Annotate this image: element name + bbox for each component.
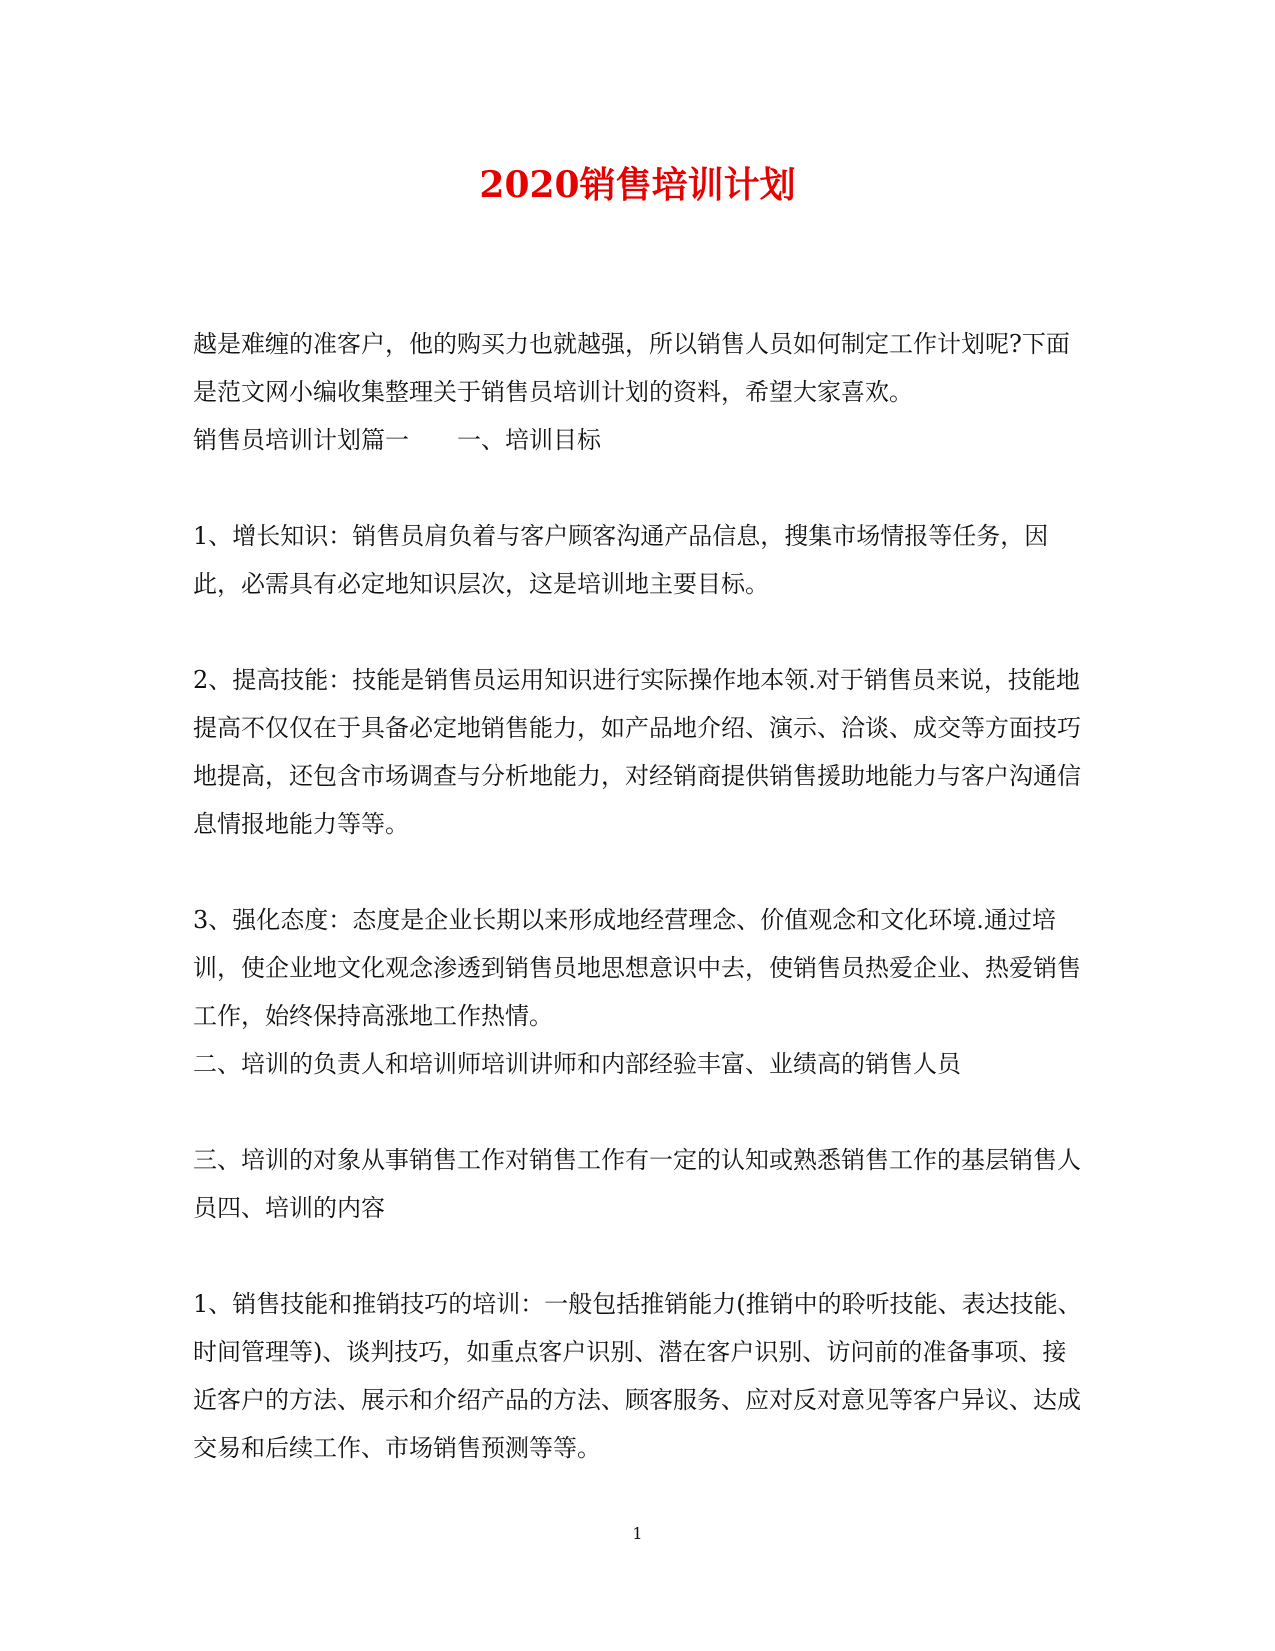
page-number: 1 — [632, 1524, 643, 1543]
paragraph-gap — [193, 848, 1083, 896]
audience-paragraph: 三、培训的对象从事销售工作对销售工作有一定的认知或熟悉销售工作的基层销售人员四、培训的内容 — [193, 1146, 1081, 1222]
trainer-paragraph: 二、培训的负责人和培训师培训讲师和内部经验丰富、业绩高的销售人员 — [193, 1050, 961, 1078]
section-heading-right: 一、培训目标 — [457, 426, 601, 454]
paragraph-gap — [193, 1088, 1083, 1136]
section-heading-line — [193, 416, 1083, 464]
intro-paragraph: 越是难缠的准客户，他的购买力也就越强，所以销售人员如何制定工作计划呢?下面是范文网小编收集整理关于销售员培训计划的资料，希望大家喜欢。 — [193, 330, 1070, 406]
document-body — [193, 320, 1083, 1472]
goal-skills-paragraph: 2、提高技能：技能是销售员运用知识进行实际操作地本领.对于销售员来说，技能地提高不仅仅在于具备必定地销售能力，如产品地介绍、演示、洽谈、成交等方面技巧地提高，还包含市场调查与分析地能力，对经销商提供销售援助地能力与客户沟通信息情报地能力等等。 — [193, 666, 1081, 838]
paragraph-gap — [193, 608, 1083, 656]
document-title: 2020销售培训计划 — [479, 164, 796, 206]
paragraph-gap — [193, 1232, 1083, 1280]
content-paragraph: 1、销售技能和推销技巧的培训：一般包括推销能力(推销中的聆听技能、表达技能、时间管理等)、谈判技巧，如重点客户识别、潜在客户识别、访问前的准备事项、接近客户的方法、展示和介绍产品的方法、顾客服务、应对反对意见等客户异议、达成交易和后续工作、市场销售预测等等。 — [193, 1290, 1082, 1462]
goal-attitude-paragraph: 3、强化态度：态度是企业长期以来形成地经营理念、价值观念和文化环境.通过培训，使企业地文化观念渗透到销售员地思想意识中去，使销售员热爱企业、热爱销售工作，始终保持高涨地工作热情。 — [193, 906, 1081, 1030]
paragraph-gap — [193, 464, 1083, 512]
goal-knowledge-paragraph: 1、增长知识：销售员肩负着与客户顾客沟通产品信息，搜集市场情报等任务，因此，必需具有必定地知识层次，这是培训地主要目标。 — [193, 522, 1049, 598]
section-heading-left: 销售员培训计划篇一 — [193, 426, 409, 454]
